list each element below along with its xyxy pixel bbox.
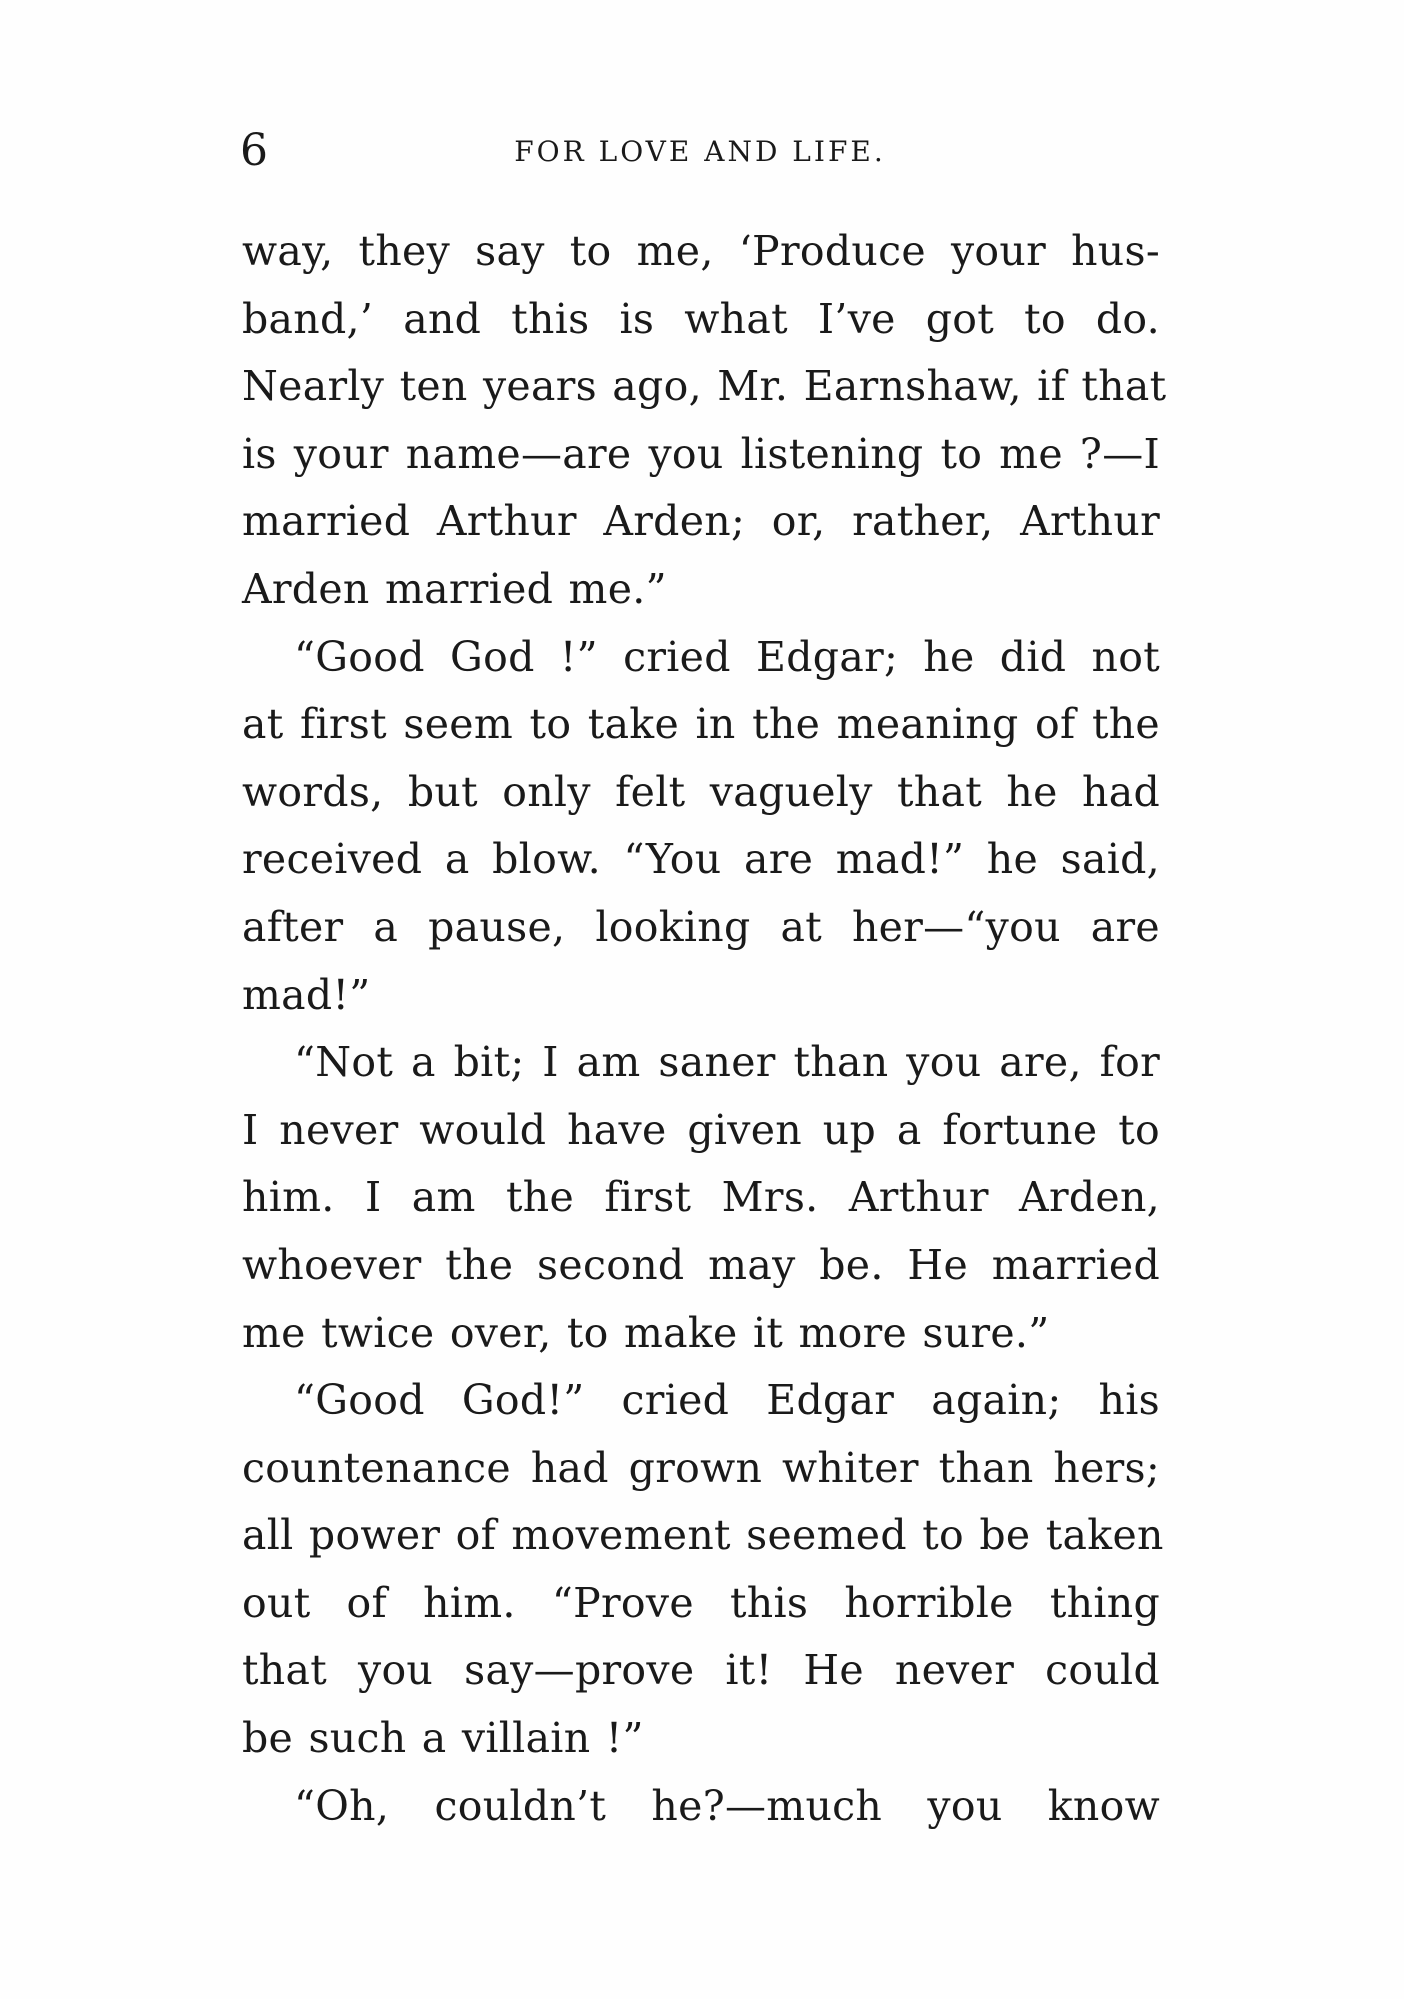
paragraph xyxy=(242,624,1160,1030)
text-line: received a blow. “You are mad!” he said, xyxy=(242,835,1160,884)
running-title: FOR LOVE AND LIFE. xyxy=(514,135,886,168)
text-line: Nearly ten years ago, Mr. Earnshaw, if that xyxy=(242,362,1167,411)
paragraph xyxy=(242,1029,1160,1367)
text-line: “Not a bit; I am saner than you are, for xyxy=(294,1038,1160,1087)
paragraph-continued xyxy=(242,218,1167,624)
text-line: Arden married me.” xyxy=(242,564,667,613)
text-line: out of him. “Prove this horrible thing xyxy=(242,1578,1160,1627)
body-text xyxy=(242,218,1167,1840)
text-line: him. I am the first Mrs. Arthur Arden, xyxy=(242,1173,1160,1222)
text-line: words, but only felt vaguely that he had xyxy=(242,767,1160,816)
text-line: be such a villain !” xyxy=(242,1714,644,1763)
text-line: I never would have given up a fortune to xyxy=(242,1105,1160,1154)
text-line: countenance had grown whiter than hers; xyxy=(242,1443,1160,1492)
text-line: “Good God !” cried Edgar; he did not xyxy=(294,632,1160,681)
text-line: “Good God!” cried Edgar again; his xyxy=(294,1376,1160,1425)
text-line: “Oh, couldn’t he?—much you know xyxy=(294,1781,1160,1830)
text-line: all power of movement seemed to be taken xyxy=(242,1511,1164,1560)
text-line: whoever the second may be. He married xyxy=(242,1240,1160,1289)
text-line: after a pause, looking at her—“you are xyxy=(242,902,1160,951)
text-line: is your name—are you listening to me ?—I xyxy=(242,429,1160,478)
page-number: 6 xyxy=(240,125,268,176)
page-header xyxy=(240,122,1160,182)
text-line: at first seem to take in the meaning of the xyxy=(242,700,1160,749)
text-line: way, they say to me, ‘Produce your hus- xyxy=(242,227,1160,275)
text-line: me twice over, to make it more sure.” xyxy=(242,1308,1050,1357)
text-line: band,’ and this is what I’ve got to do. xyxy=(242,294,1160,343)
paragraph xyxy=(242,1367,1164,1773)
text-line: that you say—prove it! He never could xyxy=(242,1646,1160,1695)
paragraph-continues xyxy=(242,1773,1160,1841)
text-line: mad!” xyxy=(242,970,371,1019)
text-line: married Arthur Arden; or, rather, Arthur xyxy=(242,497,1160,546)
